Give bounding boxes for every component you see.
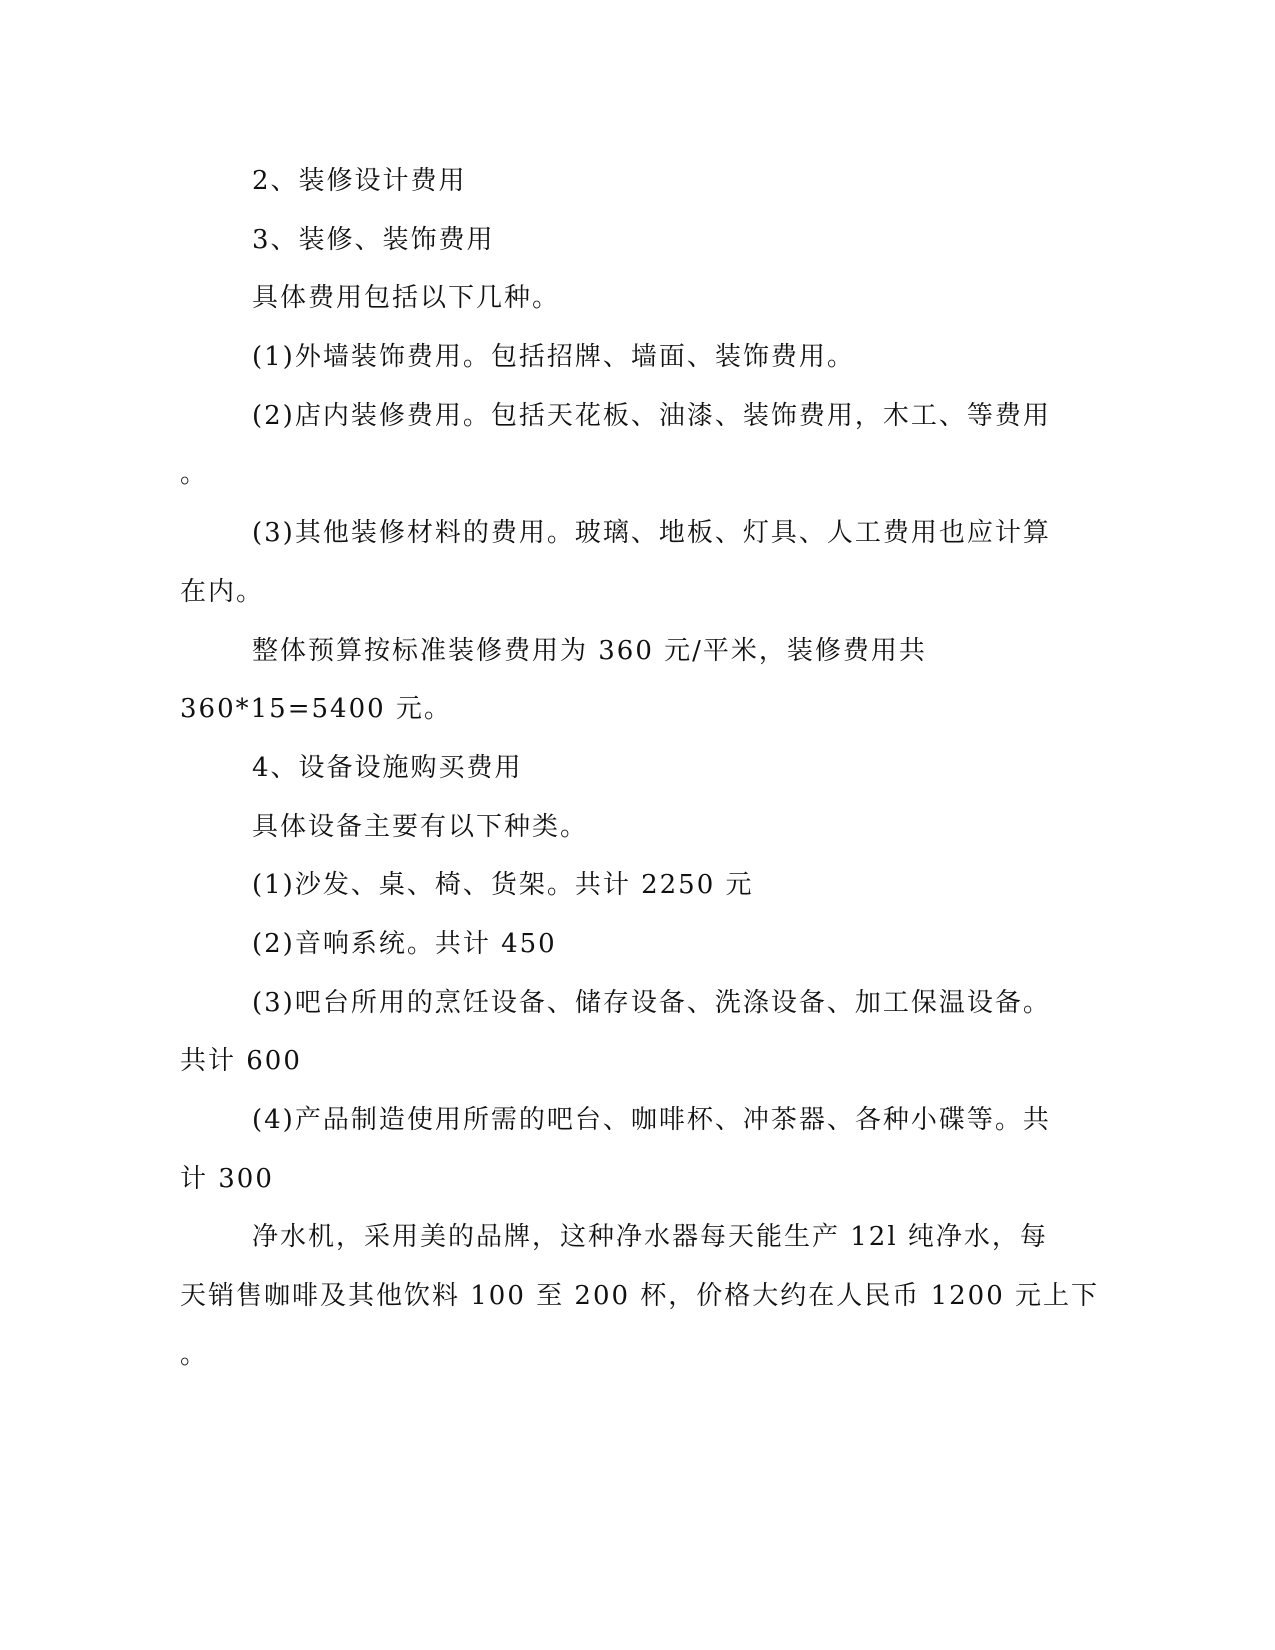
text-line: (2)店内装修费用。包括天花板、油漆、装饰费用，木工、等费用 bbox=[252, 400, 1051, 431]
text-line: 4、设备设施购买费用 bbox=[252, 752, 523, 783]
text-line: 360*15=5400 元。 bbox=[180, 694, 452, 725]
text-line: 具体费用包括以下几种。 bbox=[252, 283, 561, 314]
text-line: 在内。 bbox=[180, 576, 265, 607]
text-line: 具体设备主要有以下种类。 bbox=[252, 811, 589, 842]
text-line: (1)沙发、桌、椅、货架。共计 2250 元 bbox=[252, 870, 754, 901]
text-line: (3)其他装修材料的费用。玻璃、地板、灯具、人工费用也应计算 bbox=[252, 518, 1051, 549]
text-line: 。 bbox=[180, 459, 209, 490]
text-line: 共计 600 bbox=[180, 1046, 302, 1077]
text-line: 。 bbox=[180, 1339, 209, 1370]
document-body bbox=[180, 152, 1100, 1384]
text-line: 3、装修、装饰费用 bbox=[252, 224, 495, 255]
text-line: (4)产品制造使用所需的吧台、咖啡杯、冲茶器、各种小碟等。共 bbox=[252, 1105, 1051, 1135]
text-line: (2)音响系统。共计 450 bbox=[252, 928, 557, 959]
text-line: (3)吧台所用的烹饪设备、储存设备、洗涤设备、加工保温设备。 bbox=[252, 987, 1051, 1018]
text-line: 净水机，采用美的品牌，这种净水器每天能生产 12l 纯净水，每 bbox=[252, 1222, 1048, 1253]
text-line: 整体预算按标准装修费用为 360 元/平米，装修费用共 bbox=[252, 635, 927, 666]
text-line: 计 300 bbox=[180, 1163, 274, 1194]
text-line: 2、装修设计费用 bbox=[252, 166, 467, 196]
text-line: (1)外墙装饰费用。包括招牌、墙面、装饰费用。 bbox=[252, 342, 855, 373]
text-line: 天销售咖啡及其他饮料 100 至 200 杯，价格大约在人民币 1200 元上下 bbox=[180, 1281, 1100, 1312]
